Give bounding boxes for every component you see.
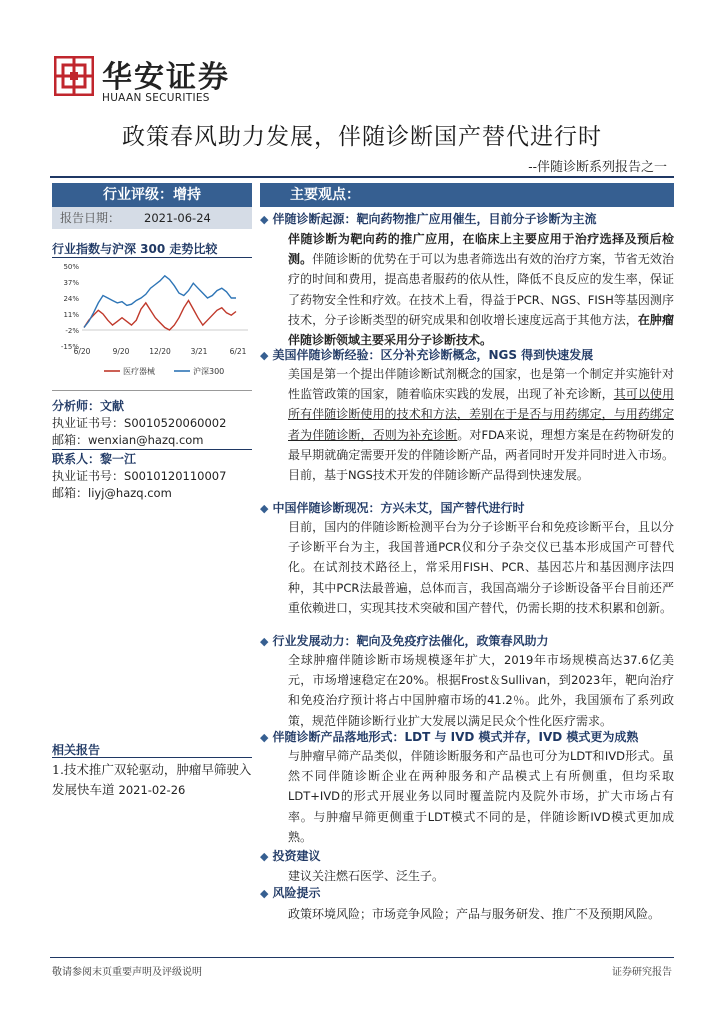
section-title — [260, 499, 674, 516]
para-text: 来说，理想方案是在药物研发的最早期就确定需要开发的伴随诊断产品，两者同时开发并同时进入市场。目前，基于 — [288, 427, 674, 483]
para-text-en: LDT — [569, 749, 593, 763]
para-text: 仪和分子杂交仪已基本形成国产可替代化。在试剂技术路径上，常采用 — [288, 540, 674, 575]
section-paragraph — [288, 746, 674, 847]
section-paragraph: 建议关注燃石医学、泛生子。 — [288, 869, 445, 883]
para-underlined: 其可以使用所有伴随诊断使用的技术和方法，差别在于是否与用药绑定，与用药绑定者为伴随诊断，否则为补充诊断 — [288, 387, 674, 442]
section-title — [260, 632, 674, 649]
footer-doc-type: 证券研究报告 — [612, 967, 672, 978]
para-text-en: FDA — [481, 427, 505, 442]
section-title — [260, 346, 674, 363]
logo-text-cn: 华安证券 — [102, 60, 230, 95]
para-text-en: PCR — [438, 540, 462, 555]
para-text-en: 2023 — [571, 673, 601, 688]
para-text-en: IVD — [590, 809, 611, 824]
section-title — [260, 847, 674, 864]
para-text-en: LDT+IVD — [288, 789, 341, 804]
related-divider — [52, 757, 252, 758]
chart-title: 行业指数与沪深 300 走势比较 — [52, 242, 218, 256]
y-tick-label: 11% — [63, 311, 79, 319]
contact-cert: S0010120110007 — [124, 469, 227, 483]
analyst-cert-label: 执业证书号： — [52, 416, 125, 430]
section-title — [260, 728, 674, 745]
y-tick-label: 50% — [63, 263, 79, 271]
para-text: 形式。虽然不同伴随诊断企业在两种服务和产品模式上有所侧重，但均采取 — [288, 749, 674, 784]
para-text-en: PCR — [336, 580, 360, 595]
industry-rating: 行业评级：增持 — [52, 183, 252, 207]
para-text: 伴随诊断的优势在于可以为患者筛选出有效的治疗方案，节省无效治疗的时间和费用，提高患者服药的依从性，降低不良反应的发生率，保证了药物安全性和疗效。在技术上看，得益于 — [288, 252, 674, 307]
bullet-icon: ◆ — [260, 502, 269, 515]
para-text: 亿美元，市场增速稳定在 — [288, 653, 674, 688]
para-text: 与肿瘤早筛产品类似，伴随诊断服务和产品也可分为 — [288, 749, 570, 763]
section-paragraph — [288, 229, 674, 350]
related-report-item[interactable] — [52, 760, 262, 800]
related-reports-title: 相关报告 — [52, 743, 101, 757]
para-text: 。根据 — [424, 673, 462, 688]
para-bold: 在肿瘤伴随诊断领域主要采用分子诊断技术。 — [288, 312, 674, 348]
x-tick-label: 3/21 — [190, 347, 208, 356]
x-tick-label: 12/20 — [149, 347, 171, 356]
para-text: 年，靶向治疗和免疫治疗预计将占中国肿瘤市场的 — [288, 673, 674, 708]
x-tick-label: 6/21 — [229, 347, 247, 356]
section-title-text: 伴随诊断起源：靶向药物推广应用催生，目前分子诊断为主流 — [272, 212, 597, 226]
para-text: 基因芯片和基因测序法四种，其中 — [288, 560, 674, 595]
section-paragraph — [288, 364, 674, 485]
para-text-en: LDT — [427, 809, 450, 824]
index-comparison-chart — [52, 258, 252, 388]
contact-label: 联系人：黎一江 — [52, 452, 137, 466]
section-title-text: 伴随诊断产品落地形式：LDT 与 IVD 模式并存，IVD 模式更为成熟 — [272, 730, 639, 744]
section-paragraph — [288, 650, 674, 731]
para-text: 目前，国内的伴随诊断检测平台为分子诊断平台和免疫诊断平台，且以分子诊断平台为主，我国普通 — [288, 520, 674, 555]
para-text: 等基因测序技术，分子诊断类型的研究成果和创收增长速度远高于其他方法， — [288, 292, 674, 327]
footer-disclaimer[interactable]: 敬请参阅末页重要声明及评级说明 — [52, 967, 202, 978]
bullet-icon: ◆ — [260, 635, 269, 648]
section-title-text: 中国伴随诊断现况：方兴未艾，国产替代进行时 — [272, 501, 525, 515]
bullet-icon: ◆ — [260, 731, 269, 744]
legend-label: 医疗器械 — [123, 367, 155, 376]
section-title — [260, 210, 674, 227]
para-text: 。此外，我国颁布了系列政策，规范伴随诊断行业扩大发展以满足民众个性化医疗需求。 — [288, 693, 674, 728]
related-report-title: 1.技术推广双轮驱动，肿瘤早筛驶入发展快车道 — [52, 762, 252, 797]
section-title — [260, 884, 674, 901]
para-text-en: PCR、NGS、FISH — [516, 292, 614, 307]
contact-cert-row — [52, 467, 252, 484]
contact-cert-label: 执业证书号： — [52, 469, 125, 483]
y-tick-label: -2% — [65, 327, 79, 335]
para-text: ，到 — [546, 673, 572, 688]
para-text: 的形式开展业务以同时覆盖院内及院外市场，扩大市场占有率。与肿瘤早筛更侧重于 — [288, 789, 674, 824]
para-text: 年市场规模高达 — [533, 653, 623, 667]
para-text-en: NGS — [348, 468, 373, 483]
para-text-en: 2019 — [504, 653, 534, 667]
analyst-email[interactable]: wenxian@hazq.com — [88, 433, 204, 447]
y-tick-label: -15% — [60, 343, 79, 351]
analyst-label: 分析师：文献 — [52, 399, 125, 413]
brand-logo — [54, 52, 234, 112]
contact-email-row — [52, 484, 252, 501]
para-text: 模式更加成熟。 — [288, 809, 674, 844]
header-divider — [50, 176, 674, 178]
report-date-label: 报告日期： — [60, 211, 121, 225]
para-text: 美国是第一个提出伴随诊断试剂概念的国家，也是第一个制定并实施针对性监管政策的国家，随着临床实践的发展，出现了补充诊断， — [288, 367, 674, 402]
para-text-en: 20% — [398, 673, 424, 688]
contact-email[interactable]: liyj@hazq.com — [88, 486, 172, 500]
para-text: 和 — [592, 749, 605, 763]
para-text-en: Frost＆Sullivan — [461, 673, 547, 688]
contact-email-label: 邮箱： — [52, 486, 89, 500]
x-tick-label: 9/20 — [112, 347, 130, 356]
bullet-icon: ◆ — [260, 349, 269, 362]
analyst-cert-row — [52, 414, 252, 431]
legend-label: 沪深300 — [193, 367, 225, 376]
bullet-icon: ◆ — [260, 887, 269, 900]
para-text-en: IVD — [604, 749, 625, 763]
para-text: 全球肿瘤伴随诊断市场规模逐年扩大， — [288, 653, 505, 667]
bullet-icon: ◆ — [260, 213, 269, 226]
analyst-email-label: 邮箱： — [52, 433, 89, 447]
report-date-row — [52, 207, 252, 229]
series-line-1 — [84, 301, 236, 331]
section-title-text: 风险提示 — [272, 886, 321, 900]
para-bold: 伴随诊断为靶向药的推广应用，在临床上主要应用于治疗选择及预后检测。 — [288, 232, 674, 267]
analyst-cert: S0010520060002 — [124, 416, 227, 430]
section-title-text: 投资建议 — [272, 849, 321, 863]
section-title-text: 美国伴随诊断经验：区分补充诊断概念，NGS 得到快速发展 — [272, 348, 594, 362]
logo-mark-icon — [54, 56, 94, 96]
logo-text-en: HUAAN SECURITIES — [102, 92, 210, 104]
para-text-en: FISH、PCR、 — [463, 560, 537, 575]
related-report-date: 2021-02-26 — [118, 783, 186, 797]
analyst-email-row — [52, 431, 252, 448]
main-points-heading: 主要观点： — [260, 183, 674, 207]
y-tick-label: 37% — [63, 279, 79, 287]
para-text-en: 37.6 — [622, 653, 649, 667]
section-paragraph — [288, 517, 674, 618]
x-tick-label: 6/20 — [73, 347, 91, 356]
para-text: 法最普遍，总体而言，我国高端分子诊断设备平台目前还严重依赖进口，实现其技术突破和国产替代，仍需长期的技术积累和创新。 — [288, 580, 674, 615]
bullet-icon: ◆ — [260, 850, 269, 863]
section-title-text: 行业发展动力：靶向及免疫疗法催化，政策春风助力 — [272, 634, 549, 648]
para-text: 模式不同的是，伴随诊断 — [449, 809, 591, 824]
section-paragraph: 政策环境风险；市场竞争风险；产品与服务研发、推广不及预期风险。 — [288, 907, 661, 921]
contact-name — [52, 450, 252, 467]
report-subtitle: --伴随诊断系列报告之一 — [528, 160, 667, 175]
chart-bottom-rule — [52, 390, 252, 391]
footer-divider — [50, 957, 674, 958]
para-text: 。对 — [457, 427, 482, 442]
y-tick-label: 24% — [63, 295, 79, 303]
para-text-en: 41.2％ — [487, 693, 526, 708]
report-title: 政策春风助力发展，伴随诊断国产替代进行时 — [122, 124, 602, 150]
report-date-value: 2021-06-24 — [144, 211, 211, 225]
analyst-name — [52, 397, 252, 414]
para-text: 技术开发的伴随诊断产品得到快速发展。 — [372, 468, 589, 483]
